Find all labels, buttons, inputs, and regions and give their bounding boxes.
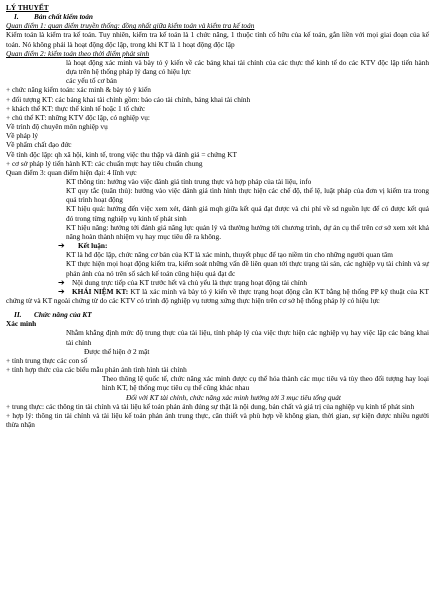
conclusion-label: Kết luận: xyxy=(78,241,108,251)
viewpoint-3-field: KT hiệu quả: hướng đến việc xem xét, đánh giá mqh giữa kết quả đạt được và chi phí về sd nguồn lực để có được kết quả đó trong từng nghiệp vụ kinh tế phát sinh xyxy=(66,204,429,223)
verification-title: Xác minh xyxy=(6,319,37,329)
section-2-number: II. xyxy=(14,310,22,320)
verification-item: + tính trung thực các con số xyxy=(6,355,88,365)
verification-item: + tính hợp thức của các biểu mẫu phản ánh tình hình tài chính xyxy=(6,365,187,375)
verification-text: Đối với KT tài chính, chức năng xác minh hướng tới 3 mục tiêu tổng quát xyxy=(126,392,341,402)
arrow-icon: ➔ xyxy=(58,241,65,251)
viewpoint-3-field: KT quy tắc (tuân thủ): hướng vào việc đánh giá tình hình thực hiện các chế độ, thể lệ, luật pháp của đơn vị kiểm tra trong quá trình hoạt động xyxy=(66,186,429,205)
conclusion-heading xyxy=(6,241,429,250)
verification-text: Theo thông lệ quốc tế, chức năng xác minh được cụ thể hóa thành các mục tiêu và tùy theo đối tượng hay loại hình KT, hệ thống mục tiêu cụ thể cũng khác nhau xyxy=(102,374,429,393)
conclusion-point: KT thực hiện mọi hoạt động kiểm tra, kiểm soát những vấn đề liên quan tới thực trạng tài sản, các nghiệp vụ tài chính và sự phản ánh của nó trên sổ sách kế toán cũng hiệu quả đạt đc xyxy=(66,259,429,278)
viewpoint-2-item: Về pháp lý xyxy=(6,131,39,141)
definition-paragraph xyxy=(6,287,429,305)
viewpoint-1-text: Kiểm toán là kiểm tra kế toán. Tuy nhiên, kiểm tra kế toán là 1 chức năng, 1 thuộc tính cố hữu của kế toán, gắn liền với mọi giai đoạn của kế toán. Nó không phải là hoạt động độc lập, trong khi KT là 1 hoạt động độc lập xyxy=(6,30,429,49)
section-1-title: Bản chất kiểm toán xyxy=(34,12,93,22)
section-1-heading xyxy=(6,12,429,21)
document-heading: LÝ THUYẾT xyxy=(6,3,49,12)
viewpoint-2-item: + chủ thể KT: những KTV độc lập, có nghiệp vụ: xyxy=(6,112,150,122)
viewpoint-3-field: KT thông tin: hướng vào việc đánh giá tính trung thực và hợp pháp của tài liệu, info xyxy=(66,176,312,186)
section-1-number: I. xyxy=(14,12,19,22)
verification-item: + hợp lý: thông tin tài chính và tài liệu kế toán phản ánh trung thực, cân thiết và phù hợp về không gian, thời gian, sự kiện được nhiều người thừa nhận xyxy=(6,410,429,430)
viewpoint-2-item: Về trình độ chuyên môn nghiệp vụ xyxy=(6,122,108,132)
verification-text: Được thể hiện ở 2 mặt xyxy=(84,346,150,356)
section-2-heading xyxy=(6,310,429,319)
viewpoint-2-item: + cơ sở pháp lý tiến hành KT: các chuẩn mực hay tiêu chuẩn chung xyxy=(6,158,203,168)
viewpoint-1-title: Quan điểm 1: quan điểm truyền thống: đồng nhất giữa kiểm toán và kiểm tra kế toán xyxy=(6,21,255,31)
viewpoint-2-item: Về phẩm chất đạo đức xyxy=(6,140,72,150)
conclusion-point: Nội dung trực tiếp của KT trước hết và chủ yếu là thực trạng hoạt động tài chính xyxy=(72,277,308,287)
viewpoint-3-field: KT hiệu năng: hướng tới đánh giá năng lực quản lý và thường hướng tới chương trình, dự án cụ thể trên cơ sở xem xét khả năng hoàn thành nhiệm vụ hay mục tiêu đề ra không. xyxy=(66,222,429,241)
conclusion-point-row xyxy=(6,278,429,287)
viewpoint-2-basics: các yếu tố cơ bản xyxy=(66,76,117,86)
arrow-icon: ➔ xyxy=(58,286,65,296)
arrow-icon: ➔ xyxy=(58,277,65,287)
conclusion-point: KT là hđ độc lập, chức năng cơ bản của KT là xác minh, thuyết phục để tạo niềm tin cho những người quan tâm xyxy=(66,250,393,260)
section-2-title: Chức năng của KT xyxy=(34,310,92,320)
viewpoint-3-title: Quan điểm 3: quan điểm hiện đại: 4 lĩnh vực xyxy=(6,167,137,177)
viewpoint-2-item: + đối tượng KT: các bảng khai tài chính gồm: báo cáo tài chính, bảng khai tài chính xyxy=(6,94,251,104)
verification-text: Nhằm khẳng định mức độ trung thực của tài liệu, tính pháp lý của việc thực hiện các nghiệp vụ hay việc lập các bảng khai tài chính xyxy=(66,328,429,347)
viewpoint-2-title: Quan điểm 2: kiểm toán theo thời điểm phát sinh xyxy=(6,48,150,58)
viewpoint-2-item: Về tính độc lập: qh xã hội, kinh tế, trong việc thu thập và đánh giá = chứng KT xyxy=(6,149,237,159)
viewpoint-2-definition: là hoạt động xác minh và bày tỏ ý kiến về các bảng khai tài chính của các thực thể kinh tế do các KTV độc lập tiến hành dựa trên hệ thống pháp lý đang có hiệu lực xyxy=(66,57,429,77)
definition-label: KHÁI NIỆM KT: xyxy=(72,286,129,296)
verification-item: + trung thực: các thông tin tài chính và tài liệu kế toán phản ánh đúng sự thật là nội dung, bản chất và giá trị của nghiệp vụ kinh tế phát sinh xyxy=(6,401,415,411)
viewpoint-2-item: + chức năng kiểm toán: xác minh & bày tỏ ý kiến xyxy=(6,85,151,95)
viewpoint-2-item: + khách thể KT: thực thể kinh tế hoặc 1 tổ chức xyxy=(6,103,146,113)
definition-text: KT là xác minh và bày tỏ ý kiến về thực trạng hoạt động cần KT bằng hệ thống PP kỹ thuật của KT chứng từ và KT ngoài chứng từ do các KTV có trình độ nghiệp vụ tương xứng thực hiện trên cơ sở hệ thống pháp lý có hiệu lực xyxy=(6,286,430,305)
